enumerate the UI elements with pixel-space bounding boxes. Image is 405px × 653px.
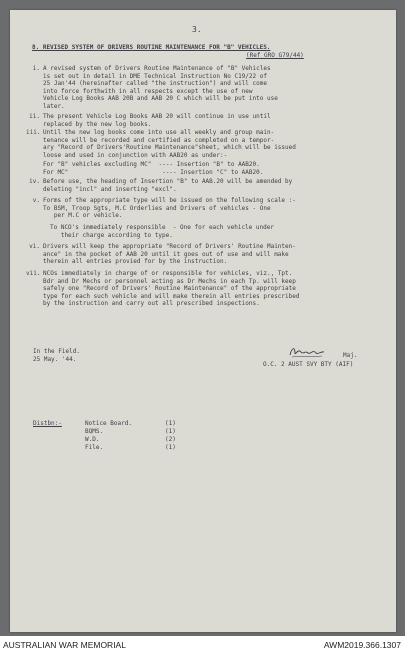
item-number: v. bbox=[32, 197, 40, 204]
item-text: Drivers will keep the appropriate "Record of Drivers' Routine Mainten- ance" in the pocket of AAB 20 until it goes out of use and will make therein all entries provied for by the instruction. bbox=[43, 243, 296, 266]
distribution-count: (1) bbox=[165, 444, 176, 451]
item-text: To NCO's immediately responsible - One for each vehicle under their charge according to type. bbox=[50, 224, 274, 239]
item-text: NCOs immediately in charge of or responsible for vehicles, viz., Tpt. Bdr and Dr Mechs or personnel acting as Dr Mechs in each Tp. will keep safely one "Record of Drivers' Routine Maintenance" of the appropriate type for each such vehicle and will make therein all entries prescribed by the instruction and carry out all prescribed inspections. bbox=[43, 270, 300, 308]
reference-number: (Ref GRO G79/44) bbox=[246, 52, 304, 59]
officer-rank: Maj. bbox=[343, 352, 358, 359]
page-number: 3. bbox=[192, 25, 202, 34]
item-number: iv. bbox=[29, 178, 40, 185]
distribution-count: (2) bbox=[165, 436, 176, 443]
footer-catalogue-id: AWM2019.366.1307 bbox=[323, 640, 401, 650]
place: In the Field. bbox=[33, 348, 80, 355]
item-text: A revised system of Drivers Routine Maintenance of "B" Vehicles is set out in detail in DME Technical Instruction No C19/22 of 25 Jan'44 (hereinafter called "the instruction") and will come into force forthwith in all respects except the use of new Vehicle Log Books AAB 20B and AAB 20 C which will be put into use later. bbox=[43, 65, 278, 110]
distribution-recipient: Notice Board. bbox=[85, 420, 132, 427]
item-text: For "B" vehicles excluding MC" ---- Insertion "B" to AAB20. For MC" ---- Insertion "C" to AAB20. bbox=[43, 161, 264, 176]
distribution-count: (1) bbox=[165, 420, 176, 427]
distribution-recipient: File. bbox=[85, 444, 104, 451]
item-text: Before use, the heading of Insertion "B" to AAB.20 will be amended by deleting "incl" and inserting "excl". bbox=[43, 178, 293, 193]
item-number: i. bbox=[32, 65, 40, 72]
item-text: The present Vehicle Log Books AAB 20 will continue in use until replaced by the new log books. bbox=[43, 113, 271, 128]
distribution-recipient: W.D. bbox=[85, 436, 100, 443]
item-text: Forms of the appropriate type will be issued on the following scale :- To BSM, Troop Sgts, M.C Orderlies and Drivers of vehicles - One per M.C or vehicle. bbox=[43, 197, 296, 220]
distribution-recipient: BQMS. bbox=[85, 428, 104, 435]
handwritten-signature bbox=[288, 344, 326, 360]
archive-footer bbox=[0, 636, 405, 653]
document-page bbox=[10, 10, 396, 632]
item-number: vii. bbox=[26, 270, 41, 277]
item-text: Until the new log books come into use all weekly and group main- tenance will be recorded and certified as completed on a tempor- ary "Record of Drivers'Routine Maintenance"sheet, which will be issued loose and used in conjunction with AAB20 as under:- bbox=[43, 129, 296, 159]
item-number: vi. bbox=[29, 243, 40, 250]
signature-block: O.C. 2 AUST SVY BTY (AIF) bbox=[263, 361, 354, 368]
distribution-count: (1) bbox=[165, 428, 176, 435]
distribution-label: Distbn:- bbox=[33, 420, 62, 427]
item-number: ii. bbox=[29, 113, 40, 120]
section-heading: 8. REVISED SYSTEM OF DRIVERS ROUTINE MAINTENANCE FOR "B" VEHICLES. bbox=[32, 44, 271, 51]
footer-institution: AUSTRALIAN WAR MEMORIAL bbox=[3, 640, 126, 650]
item-number: iii. bbox=[26, 129, 41, 136]
date: 25 May. '44. bbox=[33, 356, 77, 363]
